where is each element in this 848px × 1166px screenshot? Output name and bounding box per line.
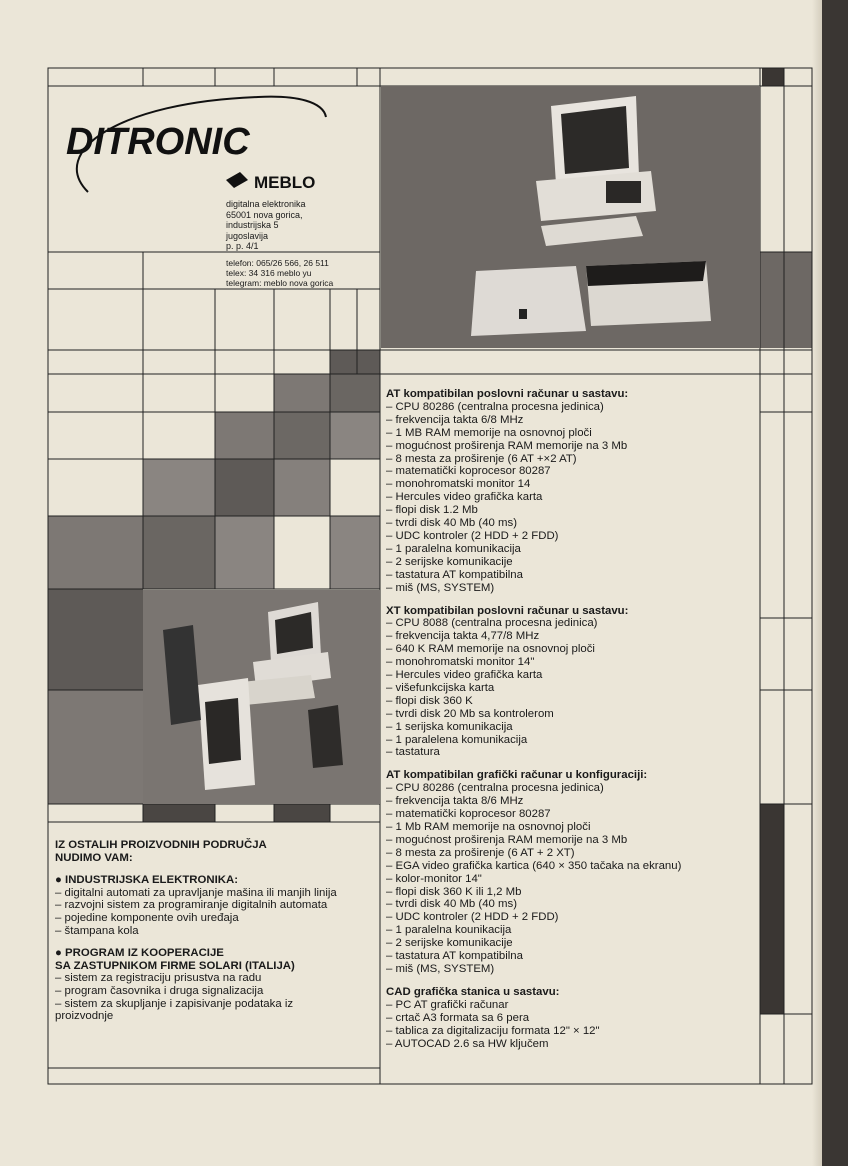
- address-line: jugoslavija: [226, 230, 269, 241]
- section-title: AT kompatibilan poslovni računar u sastavu:: [386, 388, 629, 400]
- brand-name: MEBLO: [254, 173, 316, 192]
- spec-item: – mogućnost proširenja RAM memorije na 3 Mb: [386, 439, 628, 452]
- ditronic-logo: [58, 92, 348, 202]
- spec-item: – tvrdi disk 20 Mb sa kontrolerom: [386, 707, 554, 720]
- offering-title: SA ZASTUPNIKOM FIRME SOLARI (ITALIJA): [55, 959, 295, 972]
- spec-item: – PC AT grafički računar: [386, 998, 509, 1011]
- spec-item: – monohromatski monitor 14": [386, 656, 535, 669]
- spec-item: – 1 paralelna kounikacija: [386, 924, 512, 937]
- spec-item: – CPU 80286 (centralna procesna jedinica): [386, 400, 604, 413]
- offering-item: – pojedine komponente ovih uređaja: [55, 911, 239, 924]
- other-heading: IZ OSTALIH PROIZVODNIH PODRUČJA: [55, 839, 267, 851]
- spec-item: – kolor-monitor 14": [386, 872, 482, 885]
- spec-item: – frekvencija takta 6/8 MHz: [386, 413, 524, 426]
- section-title: XT kompatibilan poslovni računar u sastavu:: [386, 604, 629, 617]
- offering-industrial: [55, 874, 345, 937]
- spec-item: – EGA video grafička kartica (640 × 350 tačaka na ekranu): [386, 859, 682, 872]
- address-line: p. p. 4/1: [226, 241, 259, 251]
- contact-line: telex: 34 316 meblo yu: [226, 268, 312, 278]
- address-line: 65001 nova gorica,: [226, 209, 303, 220]
- offering-item: – program časovnika i druga signalizacija: [55, 984, 264, 997]
- spec-item: – 1 paralelna komunikacija: [386, 542, 521, 555]
- spec-item: – UDC kontroler (2 HDD + 2 FDD): [386, 911, 559, 924]
- company-address: [226, 199, 306, 252]
- spec-item: – 2 serijske komunikacije: [386, 937, 513, 950]
- spec-item: – tablica za digitalizaciju formata 12" × 12": [386, 1024, 600, 1037]
- address-line: digitalna elektronika: [226, 199, 306, 209]
- spec-item: – 2 serijske komunikacije: [386, 555, 513, 568]
- company-contact: [226, 258, 333, 288]
- offering-item: – sistem za skupljanje i zapisivanje podataka iz proizvodnje: [55, 997, 294, 1023]
- address-line: industrijska 5: [226, 220, 279, 230]
- spec-item: – flopi disk 360 K ili 1,2 Mb: [386, 885, 522, 898]
- spec-item: – tastatura AT kompatibilna: [386, 568, 523, 581]
- spec-section-cad: [386, 986, 746, 1051]
- spec-section-at-business: [386, 388, 746, 595]
- spec-item: – tvrdi disk 40 Mb (40 ms): [386, 898, 518, 911]
- contact-line: telefon: 065/26 566, 26 511: [226, 258, 329, 268]
- spec-item: – tvrdi disk 40 Mb (40 ms): [386, 517, 518, 530]
- spec-item: – 1 Mb RAM memorije na osnovnoj ploči: [386, 821, 591, 833]
- spec-item: – mogućnost proširenja RAM memorije na 3 Mb: [386, 833, 628, 846]
- spec-item: – 1 serijska komunikacija: [386, 720, 513, 733]
- spec-item: – miš (MS, SYSTEM): [386, 962, 495, 975]
- spec-item: – Hercules video grafička karta: [386, 669, 543, 682]
- spec-item: – 640 K RAM memorije na osnovnoj ploči: [386, 643, 595, 656]
- offering-item: – digitalni automati za upravljanje mašina ili manjih linija: [55, 886, 337, 899]
- offering-title: ● PROGRAM IZ KOOPERACIJE: [55, 947, 224, 960]
- other-heading: NUDIMO VAM:: [55, 851, 133, 864]
- spec-item: – CPU 8088 (centralna procesna jedinica): [386, 617, 598, 630]
- offering-item: – razvojni sistem za programiranje digitalnih automata: [55, 899, 328, 912]
- spec-item: – flopi disk 1.2 Mb: [386, 504, 478, 517]
- offering-cooperation: [55, 947, 345, 1023]
- spec-item: – UDC kontroler (2 HDD + 2 FDD): [386, 529, 559, 542]
- spec-item: – 1 MB RAM memorije na osnovnoj ploči: [386, 426, 592, 439]
- spec-item: – tastatura AT kompatibilna: [386, 950, 523, 963]
- spec-item: – 1 paralelena komunikacija: [386, 733, 528, 746]
- spec-item: – CPU 80286 (centralna procesna jedinica): [386, 782, 604, 795]
- spec-item: – 8 mesta za proširenje (6 AT +×2 AT): [386, 452, 577, 465]
- spec-item: – miš (MS, SYSTEM): [386, 581, 495, 594]
- spec-item: – višefunkcijska karta: [386, 681, 495, 694]
- terminals-photo: [143, 590, 380, 804]
- spec-section-at-graphics: [386, 769, 746, 976]
- spec-item: – crtač A3 formata sa 6 pera: [386, 1011, 530, 1024]
- offering-item: – štampana kola: [55, 924, 139, 937]
- offering-title: ● INDUSTRIJSKA ELEKTRONIKA:: [55, 874, 239, 887]
- spec-item: – AUTOCAD 2.6 sa HW ključem: [386, 1037, 549, 1050]
- spec-section-xt-business: [386, 605, 746, 760]
- spec-item: – frekvencija takta 4,77/8 MHz: [386, 630, 540, 643]
- logo-wordmark: DITRONIC: [66, 121, 250, 163]
- section-title: CAD grafička stanica u sastavu:: [386, 985, 560, 998]
- spec-item: – Hercules video grafička karta: [386, 491, 543, 504]
- spec-item: – frekvencija takta 8/6 MHz: [386, 795, 524, 808]
- other-offerings: [55, 839, 345, 1023]
- spec-item: – matematički koprocesor 80287: [386, 465, 551, 478]
- section-title: AT kompatibilan grafički računar u konfiguraciji:: [386, 769, 648, 782]
- offering-item: – sistem za registraciju prisustva na radu: [55, 972, 262, 985]
- spec-item: – matematički koprocesor 80287: [386, 808, 551, 821]
- spec-item: – flopi disk 360 K: [386, 694, 473, 707]
- spec-item: – 8 mesta za proširenje (6 AT + 2 XT): [386, 846, 575, 859]
- spec-item: – tastatura: [386, 746, 440, 759]
- spec-item: – monohromatski monitor 14: [386, 478, 531, 491]
- contact-line: telegram: meblo nova gorica: [226, 278, 334, 288]
- spec-list: [386, 388, 746, 1060]
- computer-photo: [381, 86, 760, 348]
